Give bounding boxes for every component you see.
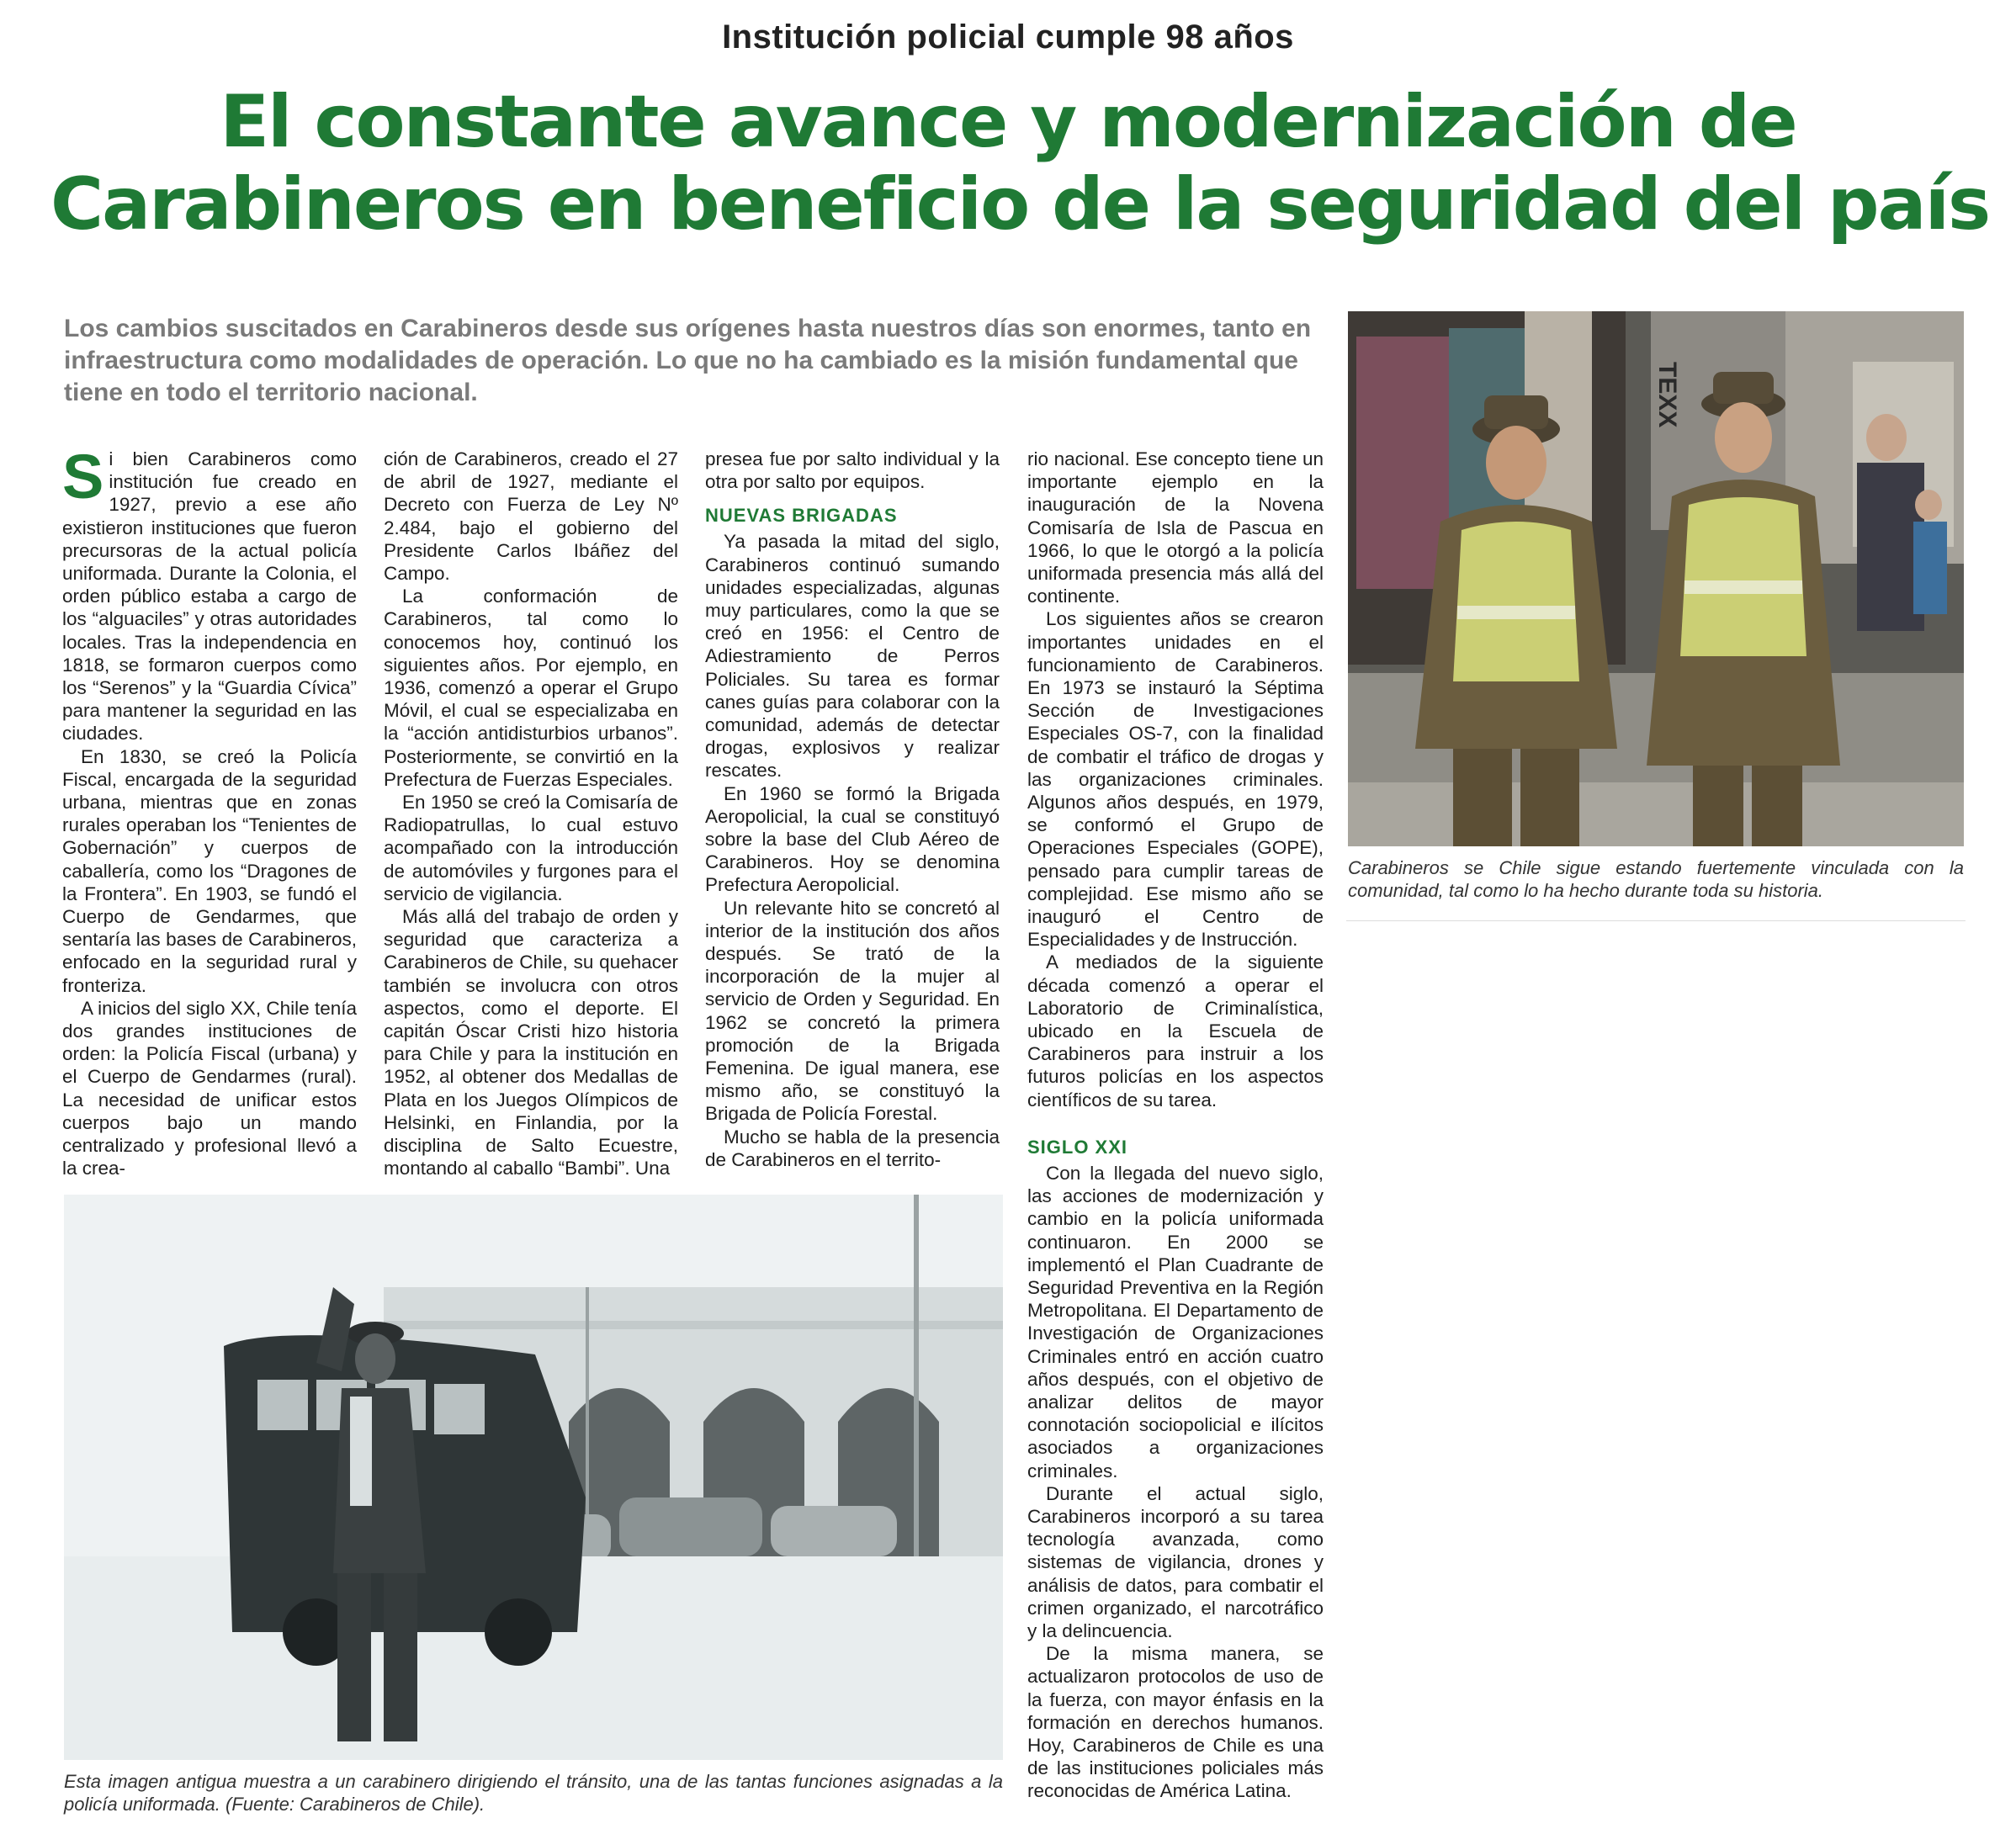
headline-line-2: Carabineros en beneficio de la seguridad del país (50, 162, 1990, 246)
paragraph: La conformación de Carabineros, tal como lo conocemos hoy, continuó los siguientes años. Por ejemplo, en 1936, comenzó a operar el Grupo Móvil, el cual se especializaba en la “acción antidisturbios urbanos”. Posteriormente, se convirtió en la Prefectura de Fuerzas Especiales. (384, 586, 678, 790)
photo-historic-traffic-officer (64, 1195, 1003, 1760)
paragraph: Durante el actual siglo, Carabineros incorporó a su tarea tecnología avanzada, como sistemas de vigilancia, drones y análisis de datos, para combatir el crimen organizado, el narcotráfico y la delincuencia. (1027, 1482, 1324, 1641)
article-column-3 (705, 448, 1000, 1171)
divider (1346, 920, 1966, 921)
paragraph: rio nacional. Ese concepto tiene un importante ejemplo en la inauguración de la Novena Comisaría de Isla de Pascua en 1966, lo que le otorgó a la policía uniformada presencia más allá del continente. (1027, 448, 1324, 607)
paragraph: Ya pasada la mitad del siglo, Carabineros continuó sumando unidades especializadas, algunas muy particulares, como la que se creó en 1956: el Centro de Adiestramiento de Perros Policiales. Su tarea es formar canes guías para colaborar con la comunidad, además de detectar drogas, explosivos y realizar rescates. (705, 531, 1000, 782)
article-column-2 (384, 448, 678, 1180)
paragraph: En 1830, se creó la Policía Fiscal, encargada de la seguridad urbana, mientras que en zonas rurales operaban los “Tenientes de Gobernación” y cuerpos de caballería, como los “Dragones de la Frontera”. En 1903, se fundó el Cuerpo de Gendarmes, que sentaría las bases de Carabineros, enfocado en la seguridad rural y fronteriza. (62, 745, 357, 996)
paragraph: Un relevante hito se concretó al interior de la institución dos años después. Se trató de la incorporación de la mujer al servicio de Orden y Seguridad. En 1962 se concretó la primera promoción de la Brigada Femenina. De igual manera, ese mismo año, se constituyó la Brigada de Policía Forestal. (705, 897, 1000, 1125)
article-column-4 (1027, 448, 1324, 1803)
paragraph: Los siguientes años se crearon importantes unidades en el funcionamiento de Carabineros. En 1973 se instauró la Séptima Sección de Investigaciones Especiales OS-7, con la finalidad de combatir el tráfico de drogas y las organizaciones criminales. Algunos años después, en 1979, se conformó el Grupo de Operaciones Especiales (GOPE), pensado para cumplir tareas de complejidad. Ese mismo año se inauguró el Centro de Especialidades y de Instrucción. (1027, 608, 1324, 951)
photo-carabineros-illustration (1348, 311, 1964, 846)
kicker: Institución policial cumple 98 años (722, 19, 1294, 56)
article-column-1 (62, 442, 357, 1180)
headline-line-1: El constante avance y modernización de (220, 80, 1796, 164)
paragraph: presea fue por salto individual y la otra por salto por equipos. (705, 448, 1000, 493)
subheading-siglo-xxi: SIGLO XXI (1027, 1136, 1128, 1158)
paragraph: Más allá del trabajo de orden y seguridad que caracteriza a Carabineros de Chile, su quehacer también se involucra con otros aspectos, como el deporte. El capitán Óscar Cristi hizo historia para Chile y para la institución en 1952, al obtener dos Medallas de Plata en los Juegos Olímpicos de Helsinki, en Finlandia, por la disciplina de Salto Ecuestre, montando al caballo “Bambi”. Una (384, 906, 678, 1179)
photo-caption-bottom: Esta imagen antigua muestra a un carabinero dirigiendo el tránsito, una de las tantas funciones asignadas a la policía uniformada. (Fuente: Carabineros de Chile). (64, 1771, 1003, 1815)
drop-cap: S (62, 442, 104, 512)
paragraph: Mucho se habla de la presencia de Carabineros en el territo- (705, 1126, 1000, 1170)
photo-historic-illustration (64, 1195, 1003, 1760)
photo-caption-top: Carabineros se Chile sigue estando fuertemente vinculada con la comunidad, tal como lo ha hecho durante toda su historia. (1348, 857, 1964, 901)
paragraph: En 1950 se creó la Comisaría de Radiopatrullas, lo cual estuvo acompañado con la introducción de automóviles y furgones para el servicio de vigilancia. (384, 792, 678, 904)
subheading-nuevas-brigadas: NUEVAS BRIGADAS (705, 505, 898, 527)
shop-sign-text: TEXX (1653, 362, 1681, 428)
paragraph: ción de Carabineros, creado el 27 de abril de 1927, mediante el Decreto con Fuerza de Ley Nº 2.484, bajo el gobierno del Presidente Carlos Ibáñez del Campo. (384, 448, 678, 585)
photo-carabineros-street (1348, 311, 1964, 846)
paragraph: De la misma manera, se actualizaron protocolos de uso de la fuerza, con mayor énfasis en la formación en derechos humanos. Hoy, Carabineros de Chile es una de las instituciones policiales más reconocidas de América Latina. (1027, 1643, 1324, 1802)
paragraph: En 1960 se formó la Brigada Aeropolicial, la cual se constituyó sobre la base del Club Aéreo de Carabineros. Hoy se denomina Prefectura Aeropolicial. (705, 782, 1000, 896)
lead-paragraph: Los cambios suscitados en Carabineros desde sus orígenes hasta nuestros días son enormes, tanto en infraestructura como modalidades de operación. Lo que no ha cambiado es la misión fundamental que tiene en todo el territorio nacional. (64, 315, 1312, 406)
headline (50, 80, 1990, 246)
paragraph: A mediados de la siguiente década comenzó a operar el Laboratorio de Criminalística, ubicado en la Escuela de Carabineros para instruir a los futuros policías en los aspectos científicos de su tarea. (1027, 951, 1324, 1110)
paragraph: Si bien Carabineros como institución fue creado en 1927, previo a ese año existieron instituciones que fueron precursoras de la actual policía uniformada. Durante la Colonia, el orden público estaba a cargo de los “alguaciles” y otras autoridades locales. Tras la independencia en 1818, se formaron cuerpos como los “Serenos” y la “Guardia Cívica” para mantener la seguridad en las ciudades. (62, 442, 357, 745)
paragraph: Con la llegada del nuevo siglo, las acciones de modernización y cambio en la policía uniformada continuaron. En 2000 se implementó el Plan Cuadrante de Seguridad Preventiva en la Región Metropolitana. El Departamento de Investigación de Organizaciones Criminales entró en acción cuatro años después, con el objetivo de analizar delitos de mayor connotación sociopolicial e ilícitos asociados a organizaciones criminales. (1027, 1162, 1324, 1482)
paragraph: A inicios del siglo XX, Chile tenía dos grandes instituciones de orden: la Policía Fiscal (urbana) y el Cuerpo de Gendarmes (rural). La necesidad de unificar estos cuerpos bajo un mando centralizado y profesional llevó a la crea- (62, 997, 357, 1179)
